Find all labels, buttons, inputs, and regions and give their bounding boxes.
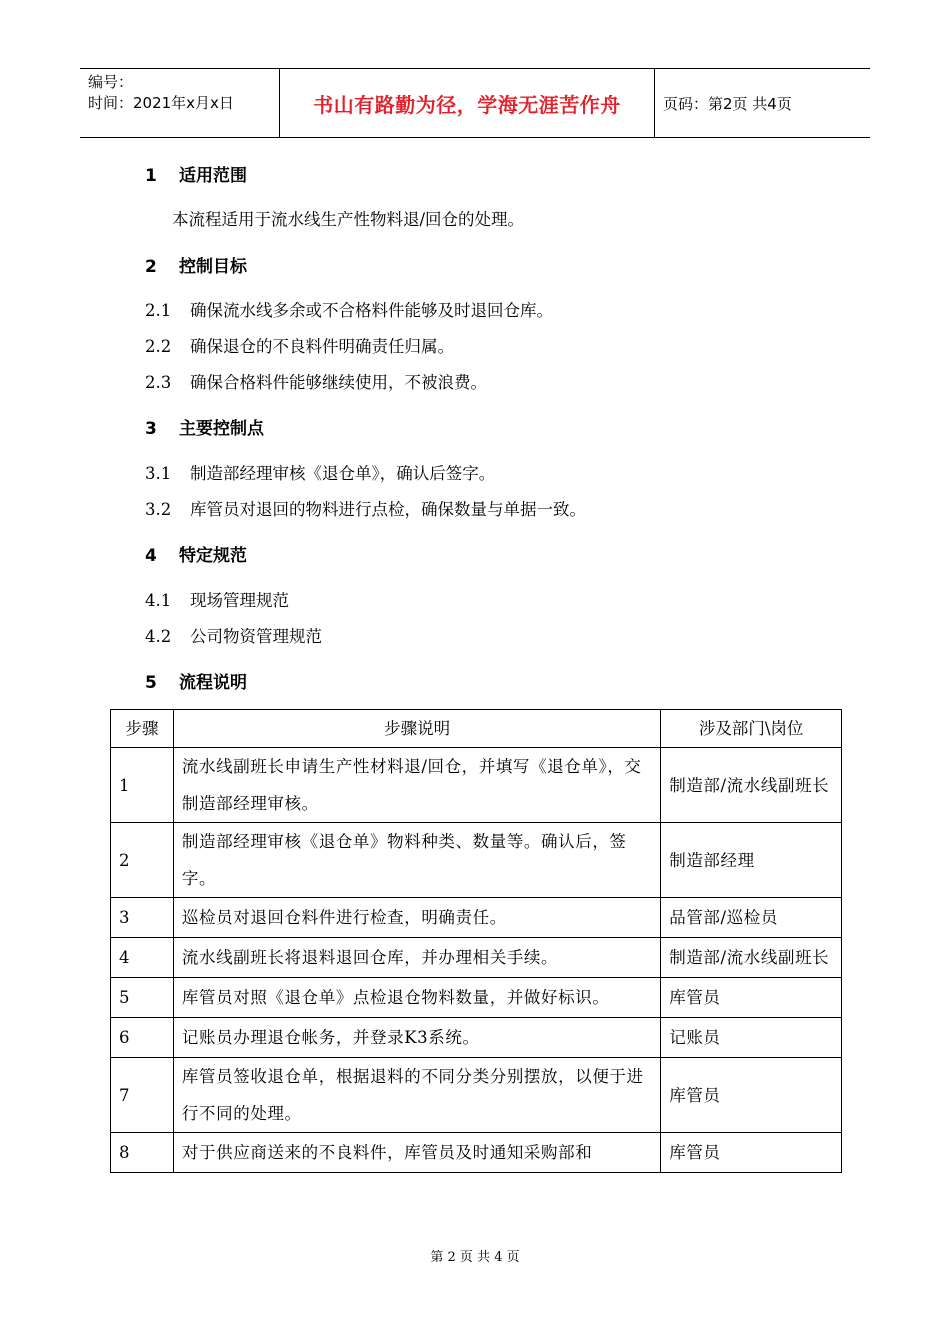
page-header <box>80 68 870 138</box>
item-number: 4.2 <box>145 627 172 646</box>
department-cell: 制造部/流水线副班长 <box>661 748 842 823</box>
section-number: 1 <box>145 166 157 186</box>
column-header-description: 步骤说明 <box>173 710 660 748</box>
description-cell: 库管员签收退仓单，根据退料的不同分类分别摆放，以便于进行不同的处理。 <box>173 1058 660 1133</box>
section-number: 2 <box>145 257 157 277</box>
section-title: 主要控制点 <box>179 419 264 439</box>
goal-item <box>145 297 553 321</box>
section-title: 适用范围 <box>179 166 247 186</box>
goal-item <box>145 333 454 357</box>
column-header-step: 步骤 <box>111 710 174 748</box>
section-heading-1 <box>145 161 247 186</box>
description-cell: 制造部经理审核《退仓单》物料种类、数量等。确认后，签字。 <box>173 823 660 898</box>
department-cell: 库管员 <box>661 1058 842 1133</box>
step-cell: 7 <box>111 1058 174 1133</box>
section-heading-5 <box>145 668 247 693</box>
item-text: 公司物资管理规范 <box>190 627 322 646</box>
column-header-department: 涉及部门\岗位 <box>661 710 842 748</box>
table-row <box>111 748 842 823</box>
description-cell: 对于供应商送来的不良料件，库管员及时通知采购部和 <box>173 1133 660 1173</box>
section-number: 4 <box>145 546 157 566</box>
header-motto: 书山有路勤为径，学海无涯苦作舟 <box>280 69 655 137</box>
department-cell: 库管员 <box>661 1133 842 1173</box>
description-cell: 记账员办理退仓帐务，并登录K3系统。 <box>173 1018 660 1058</box>
control-item <box>145 460 495 484</box>
item-text: 库管员对退回的物料进行点检，确保数量与单据一致。 <box>190 500 586 519</box>
item-number: 3.2 <box>145 500 172 519</box>
item-number: 2.1 <box>145 301 172 320</box>
section-heading-4 <box>145 541 247 566</box>
description-cell: 流水线副班长将退料退回仓库，并办理相关手续。 <box>173 938 660 978</box>
section-number: 5 <box>145 673 157 693</box>
step-cell: 5 <box>111 978 174 1018</box>
step-cell: 4 <box>111 938 174 978</box>
table-row <box>111 823 842 898</box>
step-cell: 8 <box>111 1133 174 1173</box>
item-text: 确保合格料件能够继续使用，不被浪费。 <box>190 373 487 392</box>
item-text: 确保流水线多余或不合格料件能够及时退回仓库。 <box>190 301 553 320</box>
section-title: 控制目标 <box>179 257 247 277</box>
spec-item <box>145 623 322 647</box>
section-number: 3 <box>145 419 157 439</box>
table-row <box>111 1058 842 1133</box>
department-cell: 制造部/流水线副班长 <box>661 938 842 978</box>
spec-item <box>145 587 289 611</box>
control-item <box>145 496 586 520</box>
department-cell: 记账员 <box>661 1018 842 1058</box>
process-table <box>110 709 842 1173</box>
step-cell: 1 <box>111 748 174 823</box>
section-heading-2 <box>145 252 247 277</box>
page-footer: 第 2 页 共 4 页 <box>430 1250 520 1265</box>
item-number: 3.1 <box>145 464 172 483</box>
step-cell: 6 <box>111 1018 174 1058</box>
item-text: 制造部经理审核《退仓单》，确认后签字。 <box>190 464 496 483</box>
goal-item <box>145 369 487 393</box>
table-row <box>111 938 842 978</box>
table-row <box>111 1018 842 1058</box>
item-number: 2.2 <box>145 337 172 356</box>
table-row <box>111 898 842 938</box>
description-cell: 巡检员对退回仓料件进行检查，明确责任。 <box>173 898 660 938</box>
item-number: 4.1 <box>145 591 172 610</box>
section-title: 特定规范 <box>179 546 247 566</box>
section-heading-3 <box>145 414 264 439</box>
step-cell: 3 <box>111 898 174 938</box>
department-cell: 品管部/巡检员 <box>661 898 842 938</box>
step-cell: 2 <box>111 823 174 898</box>
document-time-label: 时间：2021年x月x日 <box>88 94 234 112</box>
item-text: 现场管理规范 <box>190 591 289 610</box>
item-text: 确保退仓的不良料件明确责任归属。 <box>190 337 454 356</box>
table-row <box>111 1133 842 1173</box>
section-title: 流程说明 <box>179 673 247 693</box>
header-left-cell <box>80 69 280 137</box>
department-cell: 库管员 <box>661 978 842 1018</box>
description-cell: 库管员对照《退仓单》点检退仓物料数量，并做好标识。 <box>173 978 660 1018</box>
item-number: 2.3 <box>145 373 172 392</box>
document-number-label: 编号： <box>88 73 134 91</box>
department-cell: 制造部经理 <box>661 823 842 898</box>
table-header-row <box>111 710 842 748</box>
header-page-code: 页码：第2页 共4页 <box>663 94 792 113</box>
description-cell: 流水线副班长申请生产性材料退/回仓，并填写《退仓单》，交制造部经理审核。 <box>173 748 660 823</box>
table-row <box>111 978 842 1018</box>
scope-paragraph: 本流程适用于流水线生产性物料退/回仓的处理。 <box>172 210 525 229</box>
